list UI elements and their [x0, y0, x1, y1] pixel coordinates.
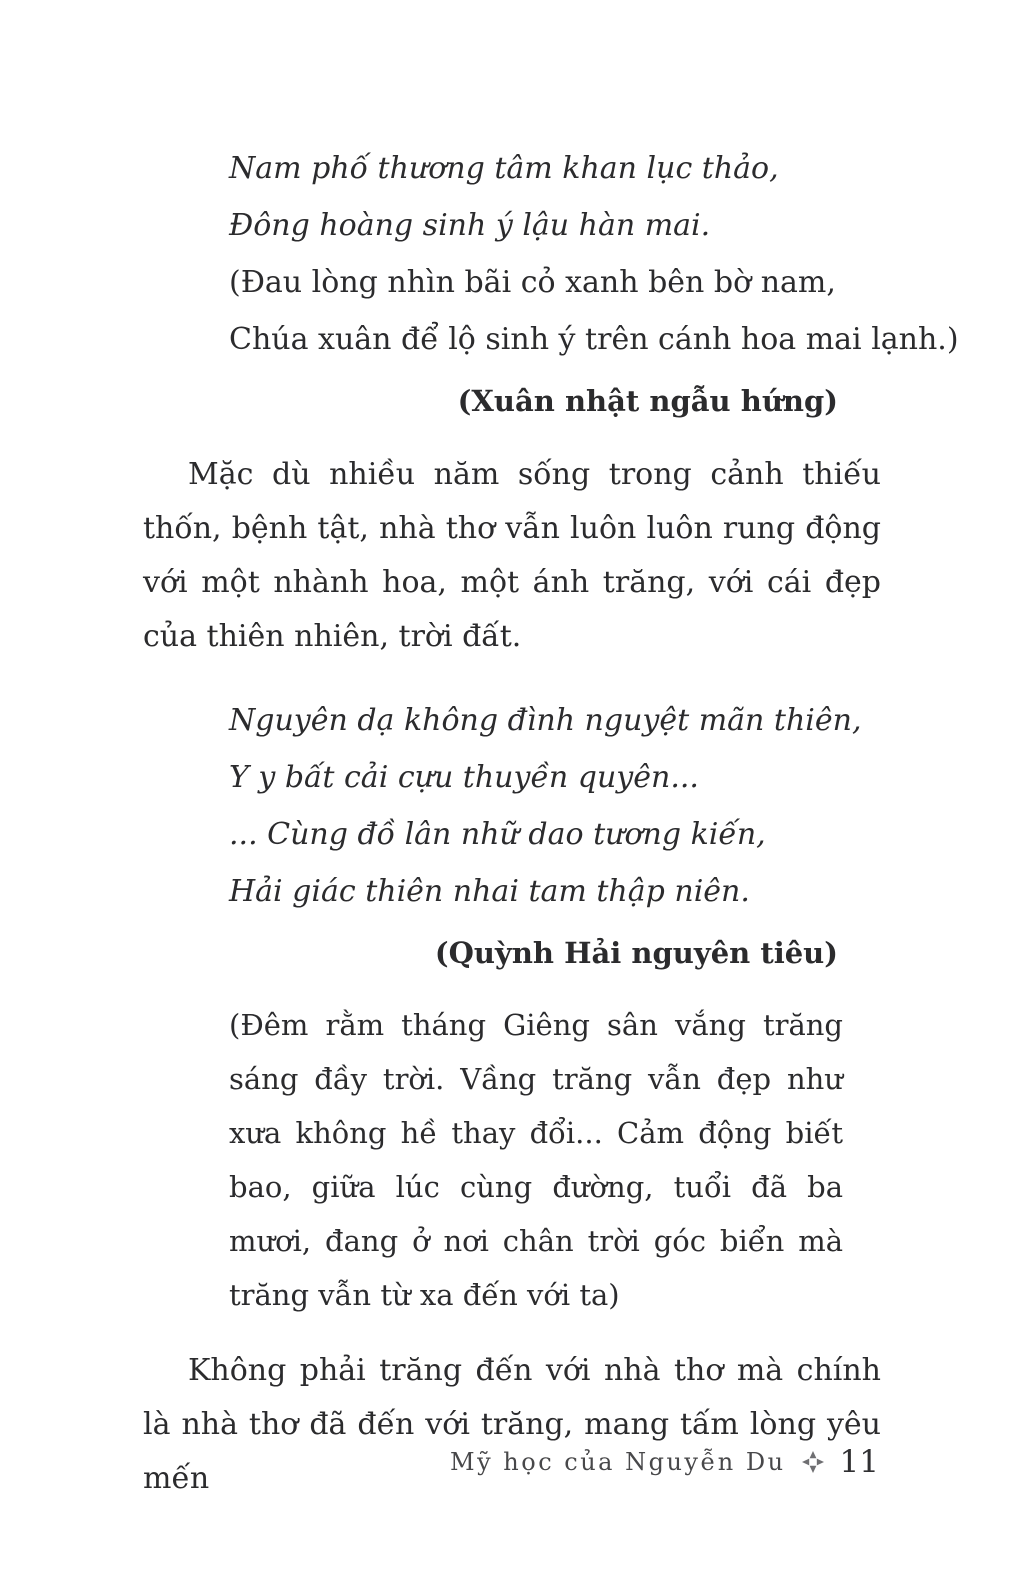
poem-xuan-nhat-ngau-hung	[229, 140, 959, 368]
compass-ornament-icon	[801, 1450, 825, 1474]
running-book-title: Mỹ học của Nguyễn Du	[450, 1448, 786, 1476]
poem-line: Nam phố thương tâm khan lục thảo,	[229, 151, 779, 186]
poem-line: Nguyên dạ không đình nguyệt mãn thiên,	[229, 703, 862, 738]
poem-gloss-line: (Đau lòng nhìn bãi cỏ xanh bên bờ nam,	[229, 265, 836, 300]
poem-line: Đông hoàng sinh ý lậu hàn mai.	[229, 208, 711, 243]
poem-quynh-hai-nguyen-tieu	[229, 692, 881, 920]
page-text-block	[143, 140, 959, 1506]
poem-line: Y y bất cải cựu thuyền quyên...	[229, 760, 699, 795]
poem-gloss-line: Chúa xuân để lộ sinh ý trên cánh hoa mai lạnh.)	[229, 322, 959, 357]
poem-line: Hải giác thiên nhai tam thập niên.	[229, 874, 750, 909]
page-number: 11	[839, 1444, 879, 1480]
poem-translation-paragraph: (Đêm rằm tháng Giêng sân vắng trăng sáng đầy trời. Vầng trăng vẫn đẹp như xưa không hề thay đổi... Cảm động biết bao, giữa lúc cùng đường, tuổi đã ba mươi, đang ở nơi chân trời góc biển mà trăng vẫn từ xa đến với ta)	[229, 1008, 843, 1312]
body-paragraph: Mặc dù nhiều năm sống trong cảnh thiếu thốn, bệnh tật, nhà thơ vẫn luôn luôn rung động với một nhành hoa, một ánh trăng, với cái đẹp của thiên nhiên, trời đất.	[143, 457, 881, 654]
poem-attribution: (Quỳnh Hải nguyên tiêu)	[434, 936, 838, 970]
body-paragraph: Không phải trăng đến với nhà thơ mà chính là nhà thơ đã đến với trăng, mang tấm lòng yêu mến	[143, 1353, 881, 1496]
poem-attribution: (Xuân nhật ngẫu hứng)	[457, 384, 838, 418]
page-footer	[450, 1444, 879, 1480]
poem-line: ... Cùng đồ lân nhữ dao tương kiến,	[229, 817, 766, 852]
